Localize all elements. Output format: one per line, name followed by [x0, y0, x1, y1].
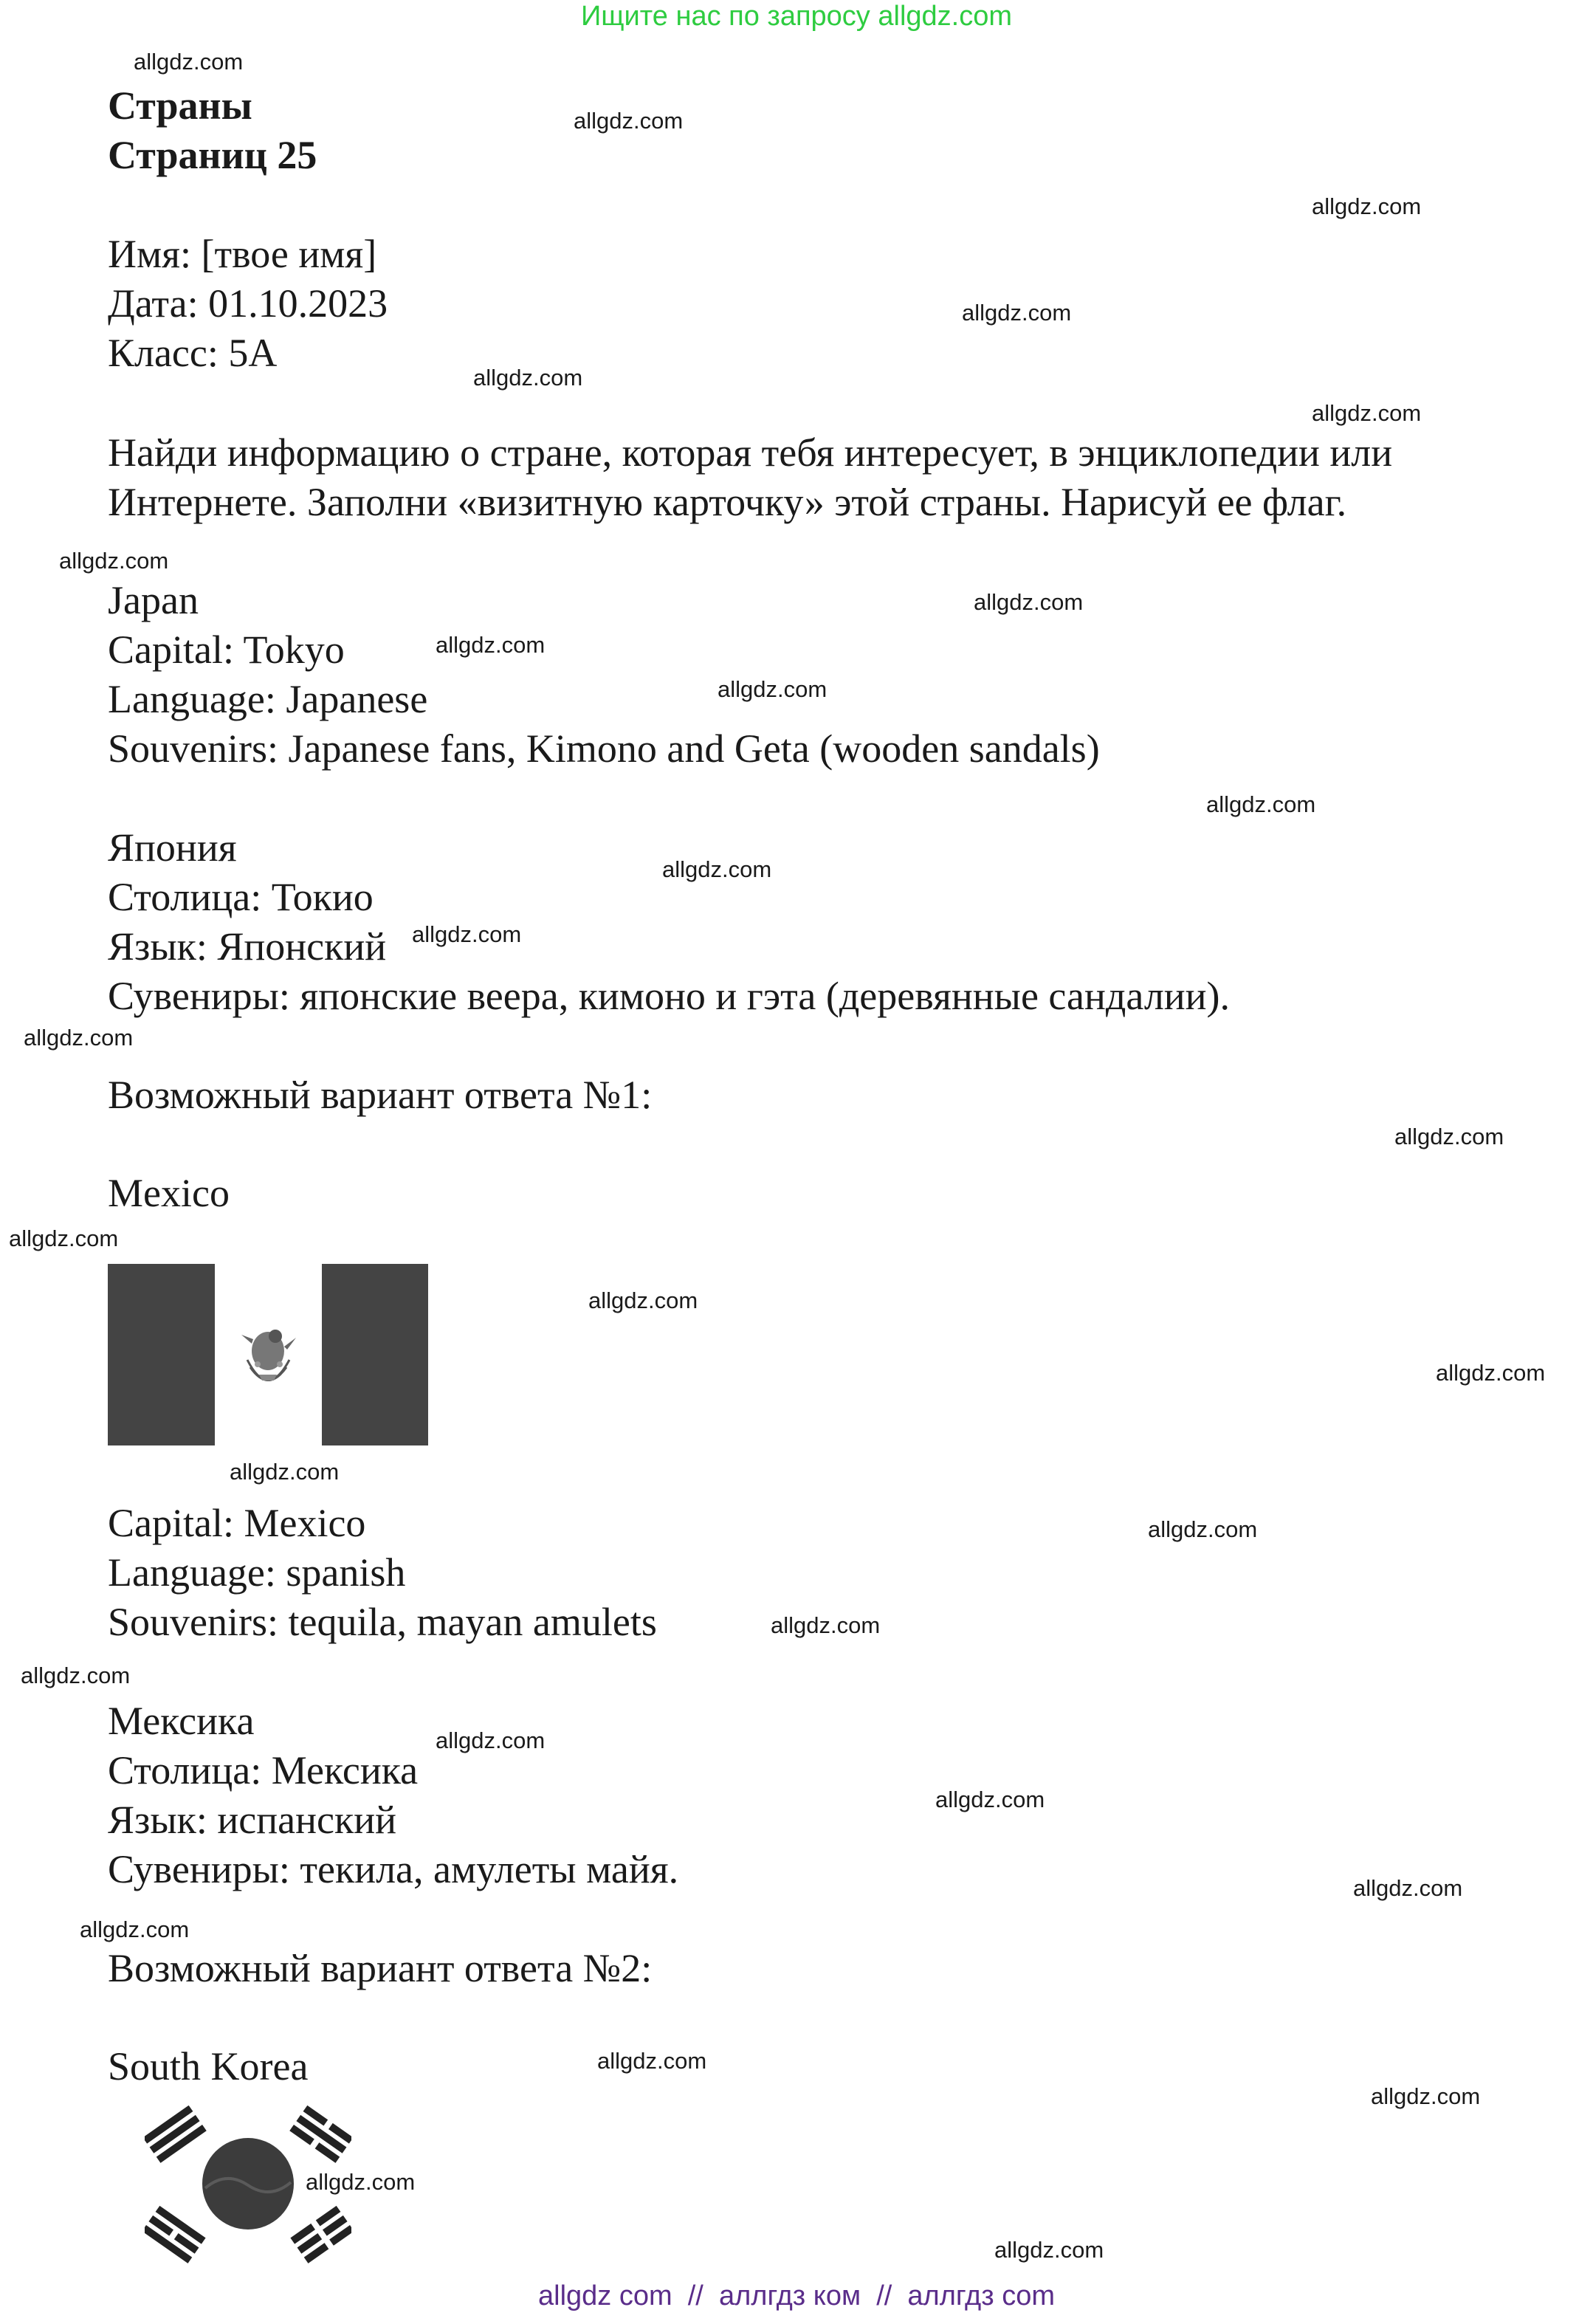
- mexico-capital: Capital: Mexico: [108, 1501, 366, 1545]
- japan-country: Japan: [108, 578, 199, 622]
- watermark: allgdz.com: [24, 1025, 134, 1051]
- watermark: allgdz.com: [9, 1225, 119, 1251]
- watermark: allgdz.com: [597, 2048, 707, 2074]
- mexico-language-ru: Язык: испанский: [108, 1798, 396, 1842]
- watermark: allgdz.com: [718, 676, 828, 702]
- watermark: allgdz.com: [1206, 791, 1316, 817]
- japan-souvenirs: Souvenirs: Japanese fans, Kimono and Geta (wooden sandals): [108, 726, 1100, 771]
- watermark: allgdz.com: [436, 1727, 546, 1753]
- top-banner[interactable]: Ищите нас по запросу allgdz.com: [580, 1, 1012, 32]
- watermark: allgdz.com: [1394, 1124, 1504, 1149]
- japan-souvenirs-ru: Сувениры: японские веера, кимоно и гэта (деревянные сандалии).: [108, 974, 1231, 1018]
- mexico-capital-ru: Столица: Мексика: [108, 1748, 419, 1792]
- watermark: allgdz.com: [1312, 193, 1422, 219]
- mexico-country: Mexico: [108, 1171, 230, 1215]
- watermark: allgdz.com: [59, 548, 169, 574]
- page-number: Страниц 25: [108, 133, 317, 177]
- date-field: Дата: 01.10.2023: [108, 281, 388, 326]
- task-text-line-1: Найди информацию о стране, которая тебя интересует, в энциклопедии или: [108, 430, 1393, 475]
- mexico-flag-left-band: [108, 1264, 215, 1445]
- watermark: allgdz.com: [974, 589, 1084, 615]
- japan-language: Language: Japanese: [108, 677, 428, 721]
- watermark: allgdz.com: [412, 921, 522, 947]
- watermark: allgdz.com: [994, 2237, 1104, 2263]
- mexico-country-ru: Мексика: [108, 1699, 255, 1743]
- mexico-language: Language: spanish: [108, 1550, 406, 1595]
- watermark: allgdz.com: [662, 856, 772, 882]
- page-title: Страны: [108, 83, 252, 128]
- watermark: allgdz.com: [80, 1916, 190, 1942]
- watermark: allgdz.com: [962, 300, 1072, 326]
- name-field: Имя: [твое имя]: [108, 232, 377, 276]
- watermark: allgdz.com: [473, 365, 583, 391]
- watermark: allgdz.com: [935, 1787, 1045, 1812]
- japan-capital-ru: Столица: Токио: [108, 875, 374, 919]
- mexico-souvenirs-ru: Сувениры: текила, амулеты майя.: [108, 1847, 679, 1891]
- watermark: allgdz.com: [771, 1612, 881, 1638]
- watermark: allgdz.com: [1312, 400, 1422, 426]
- mexico-flag: [108, 1264, 428, 1445]
- mexico-coat-of-arms-icon: [215, 1264, 322, 1445]
- mexico-souvenirs: Souvenirs: tequila, mayan amulets: [108, 1600, 657, 1644]
- watermark: allgdz.com: [1148, 1516, 1258, 1542]
- mexico-flag-right-band: [322, 1264, 429, 1445]
- mexico-flag-center-band: [215, 1264, 322, 1445]
- watermark: allgdz.com: [306, 2169, 416, 2195]
- class-field: Класс: 5А: [108, 331, 278, 375]
- watermark: allgdz.com: [134, 49, 244, 75]
- watermark: allgdz.com: [574, 108, 684, 134]
- japan-capital: Capital: Tokyo: [108, 628, 345, 672]
- watermark: allgdz.com: [1371, 2083, 1481, 2109]
- task-text-line-2: Интернете. Заполни «визитную карточку» этой страны. Нарисуй ее флаг.: [108, 480, 1347, 524]
- watermark: allgdz.com: [1353, 1875, 1463, 1901]
- south-korea-country: South Korea: [108, 2044, 309, 2088]
- watermark: allgdz.com: [21, 1663, 131, 1688]
- watermark: allgdz.com: [588, 1288, 698, 1313]
- watermark: allgdz.com: [230, 1459, 340, 1485]
- variant-1-heading: Возможный вариант ответа №1:: [108, 1073, 653, 1117]
- japan-country-ru: Япония: [108, 825, 237, 870]
- watermark: allgdz.com: [436, 632, 546, 658]
- watermark: allgdz.com: [1436, 1360, 1546, 1386]
- variant-2-heading: Возможный вариант ответа №2:: [108, 1946, 653, 1990]
- japan-language-ru: Язык: Японский: [108, 924, 387, 969]
- bottom-banner[interactable]: allgdz com // аллгдз ком // аллгдз com: [538, 2280, 1055, 2311]
